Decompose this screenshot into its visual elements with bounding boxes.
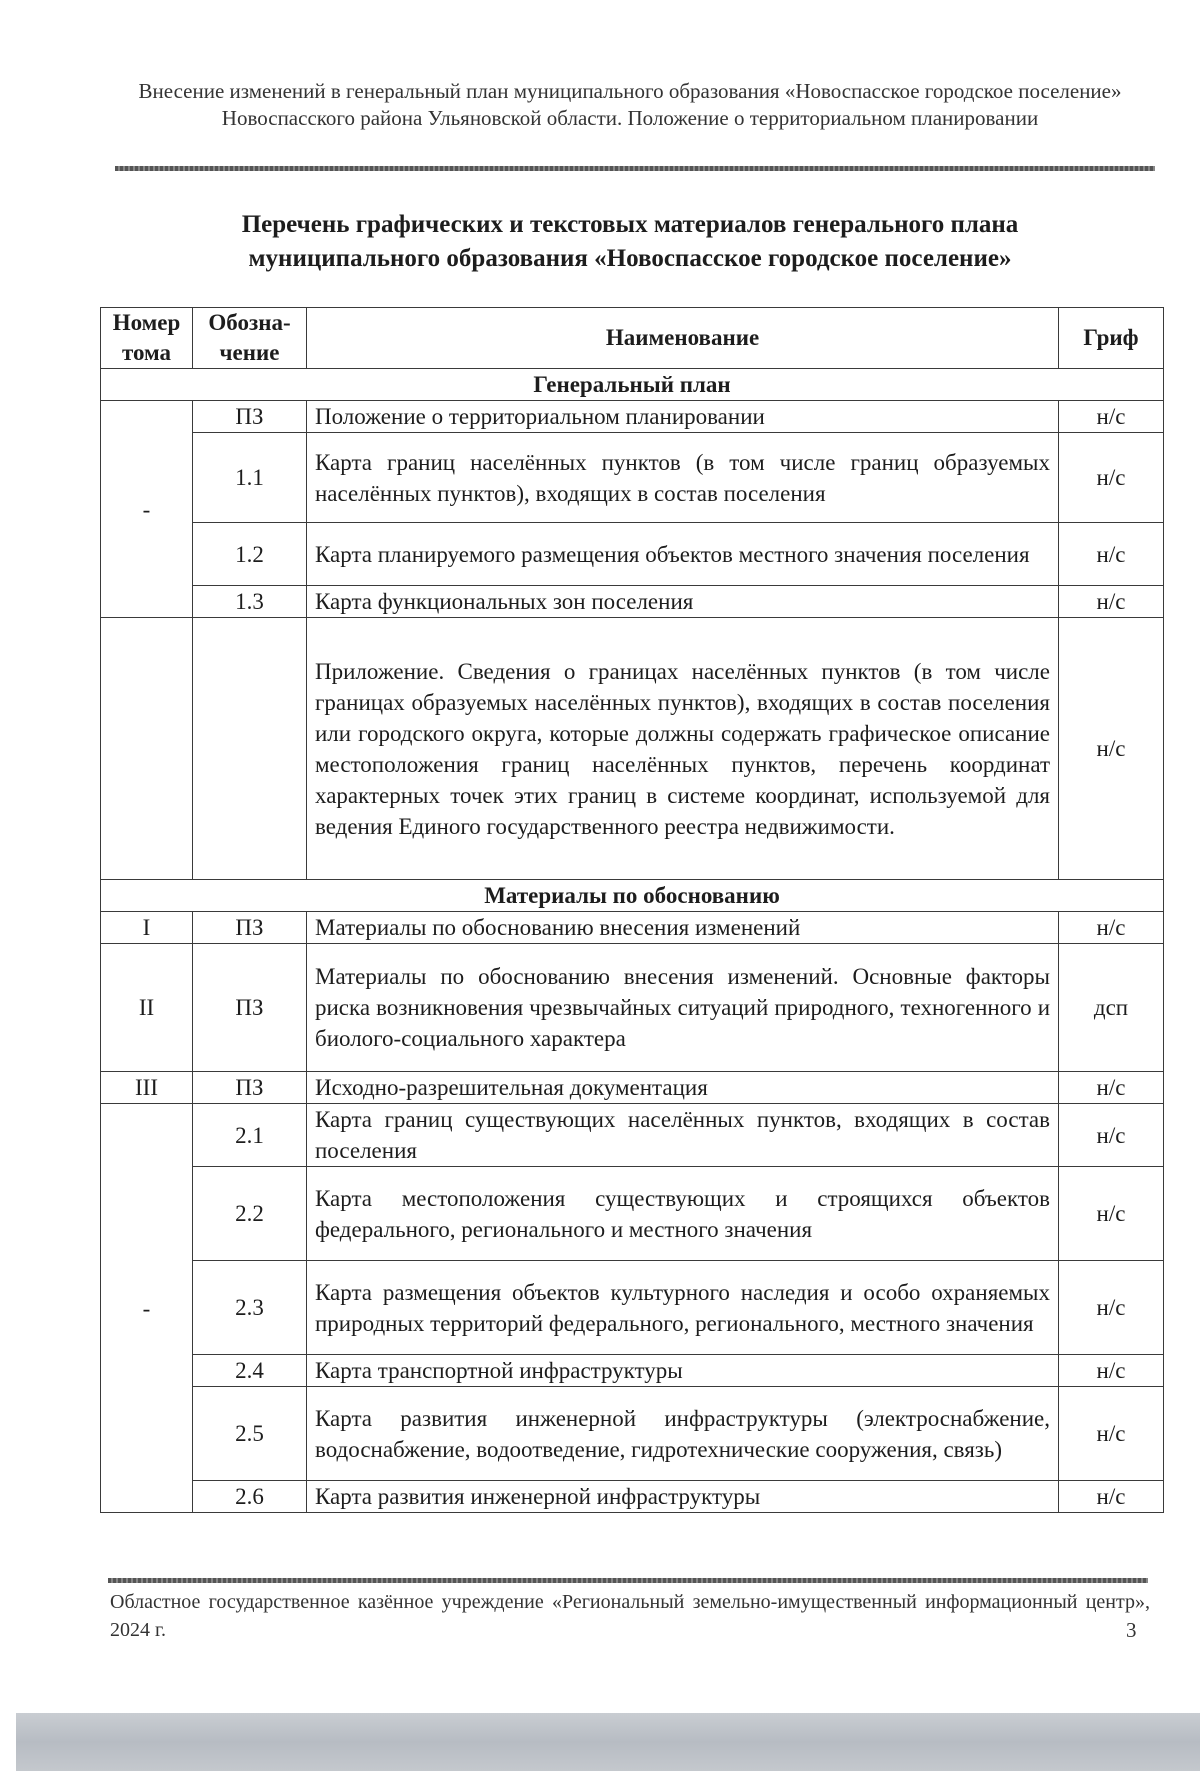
code-cell: 2.4 <box>193 1355 307 1387</box>
name-cell: Карта развития инженерной инфраструктуры <box>307 1481 1059 1513</box>
header-grif: Гриф <box>1059 308 1164 369</box>
code-cell: ПЗ <box>193 1072 307 1104</box>
table-row <box>101 1387 1164 1481</box>
name-cell: Карта функциональных зон поселения <box>307 586 1059 618</box>
table-header-row <box>101 308 1164 369</box>
grif-cell: н/с <box>1059 912 1164 944</box>
running-header: Внесение изменений в генеральный план муниципального образования «Новоспасское городское поселение» Новоспасского района Ульяновской области. Положение о территориальном планировании <box>138 79 1122 130</box>
volume-cell <box>101 618 193 880</box>
name-cell: Карта транспортной инфраструктуры <box>307 1355 1059 1387</box>
table-row <box>101 433 1164 523</box>
table-row <box>101 1481 1164 1513</box>
table-row <box>101 401 1164 433</box>
table-row <box>101 944 1164 1072</box>
name-cell: Карта границ населённых пунктов (в том числе границ образуемых населённых пунктов), входящих в состав поселения <box>307 433 1059 523</box>
section-row-justification <box>101 880 1164 912</box>
name-cell: Карта развития инженерной инфраструктуры (электроснабжение, водоснабжение, водоотведение, гидротехнические сооружения, связь) <box>307 1387 1059 1481</box>
header-rule <box>115 166 1155 171</box>
code-cell: 1.2 <box>193 523 307 586</box>
grif-cell: н/с <box>1059 1481 1164 1513</box>
table-row <box>101 1072 1164 1104</box>
name-cell: Карта границ существующих населённых пунктов, входящих в состав поселения <box>307 1104 1059 1167</box>
table-row <box>101 523 1164 586</box>
grif-cell: н/с <box>1059 618 1164 880</box>
header-code: Обозна-чение <box>193 308 307 369</box>
grif-cell: н/с <box>1059 1387 1164 1481</box>
running-footer: Областное государственное казённое учреждение «Региональный земельно-имущественный информационный центр», 2024 г. <box>110 1591 1150 1641</box>
code-cell: ПЗ <box>193 944 307 1072</box>
code-cell: 2.6 <box>193 1481 307 1513</box>
footer-rule <box>108 1578 1148 1583</box>
materials-table <box>100 307 1164 1513</box>
volume-cell: III <box>101 1072 193 1104</box>
title-line-1: Перечень графических и текстовых материалов генерального плана <box>241 211 1019 238</box>
header-name: Наименование <box>307 308 1059 369</box>
title-line-2: муниципального образования «Новоспасское городское поселение» <box>248 245 1012 272</box>
table-row <box>101 1261 1164 1355</box>
name-cell: Карта размещения объектов культурного наследия и особо охраняемых природных территорий федерального, регионального, местного значения <box>307 1261 1059 1355</box>
table-row <box>101 912 1164 944</box>
volume-cell: II <box>101 944 193 1072</box>
code-cell: 2.3 <box>193 1261 307 1355</box>
table-row <box>101 1355 1164 1387</box>
grif-cell: н/с <box>1059 1355 1164 1387</box>
grif-cell: н/с <box>1059 433 1164 523</box>
grif-cell: н/с <box>1059 1104 1164 1167</box>
name-cell: Приложение. Сведения о границах населённых пунктов (в том числе границах образуемых населённых пунктов), входящих в состав поселения или городского округа, которые должны содержать графическое описание местоположения границ населённых пунктов, перечень координат характерных точек этих границ в системе координат, используемой для ведения Единого государственного реестра недвижимости. <box>307 618 1059 880</box>
header-volume: Номер тома <box>101 308 193 369</box>
volume-cell: - <box>101 1104 193 1513</box>
volume-cell: - <box>101 401 193 618</box>
code-cell: 1.1 <box>193 433 307 523</box>
table-row <box>101 1104 1164 1167</box>
volume-cell: I <box>101 912 193 944</box>
grif-cell: н/с <box>1059 523 1164 586</box>
grif-cell: дсп <box>1059 944 1164 1072</box>
name-cell: Исходно-разрешительная документация <box>307 1072 1059 1104</box>
grif-cell: н/с <box>1059 1261 1164 1355</box>
section-title: Генеральный план <box>101 369 1164 401</box>
grif-cell: н/с <box>1059 586 1164 618</box>
grif-cell: н/с <box>1059 401 1164 433</box>
name-cell: Материалы по обоснованию внесения изменений. Основные факторы риска возникновения чрезвычайных ситуаций природного, техногенного и биолого-социального характера <box>307 944 1059 1072</box>
grif-cell: н/с <box>1059 1072 1164 1104</box>
code-cell: ПЗ <box>193 912 307 944</box>
code-cell <box>193 618 307 880</box>
section-title: Материалы по обоснованию <box>101 880 1164 912</box>
name-cell: Положение о территориальном планировании <box>307 401 1059 433</box>
code-cell: 2.5 <box>193 1387 307 1481</box>
code-cell: 2.2 <box>193 1167 307 1261</box>
section-row-general-plan <box>101 369 1164 401</box>
code-cell: ПЗ <box>193 401 307 433</box>
document-title <box>110 208 1150 276</box>
code-cell: 2.1 <box>193 1104 307 1167</box>
grif-cell: н/с <box>1059 1167 1164 1261</box>
name-cell: Карта местоположения существующих и строящихся объектов федерального, регионального и местного значения <box>307 1167 1059 1261</box>
table-row-appendix <box>101 618 1164 880</box>
name-cell: Карта планируемого размещения объектов местного значения поселения <box>307 523 1059 586</box>
scan-edge-band <box>16 1713 1200 1771</box>
code-cell: 1.3 <box>193 586 307 618</box>
name-cell: Материалы по обоснованию внесения изменений <box>307 912 1059 944</box>
table-row <box>101 1167 1164 1261</box>
page-number: 3 <box>1126 1618 1137 1642</box>
table-row <box>101 586 1164 618</box>
